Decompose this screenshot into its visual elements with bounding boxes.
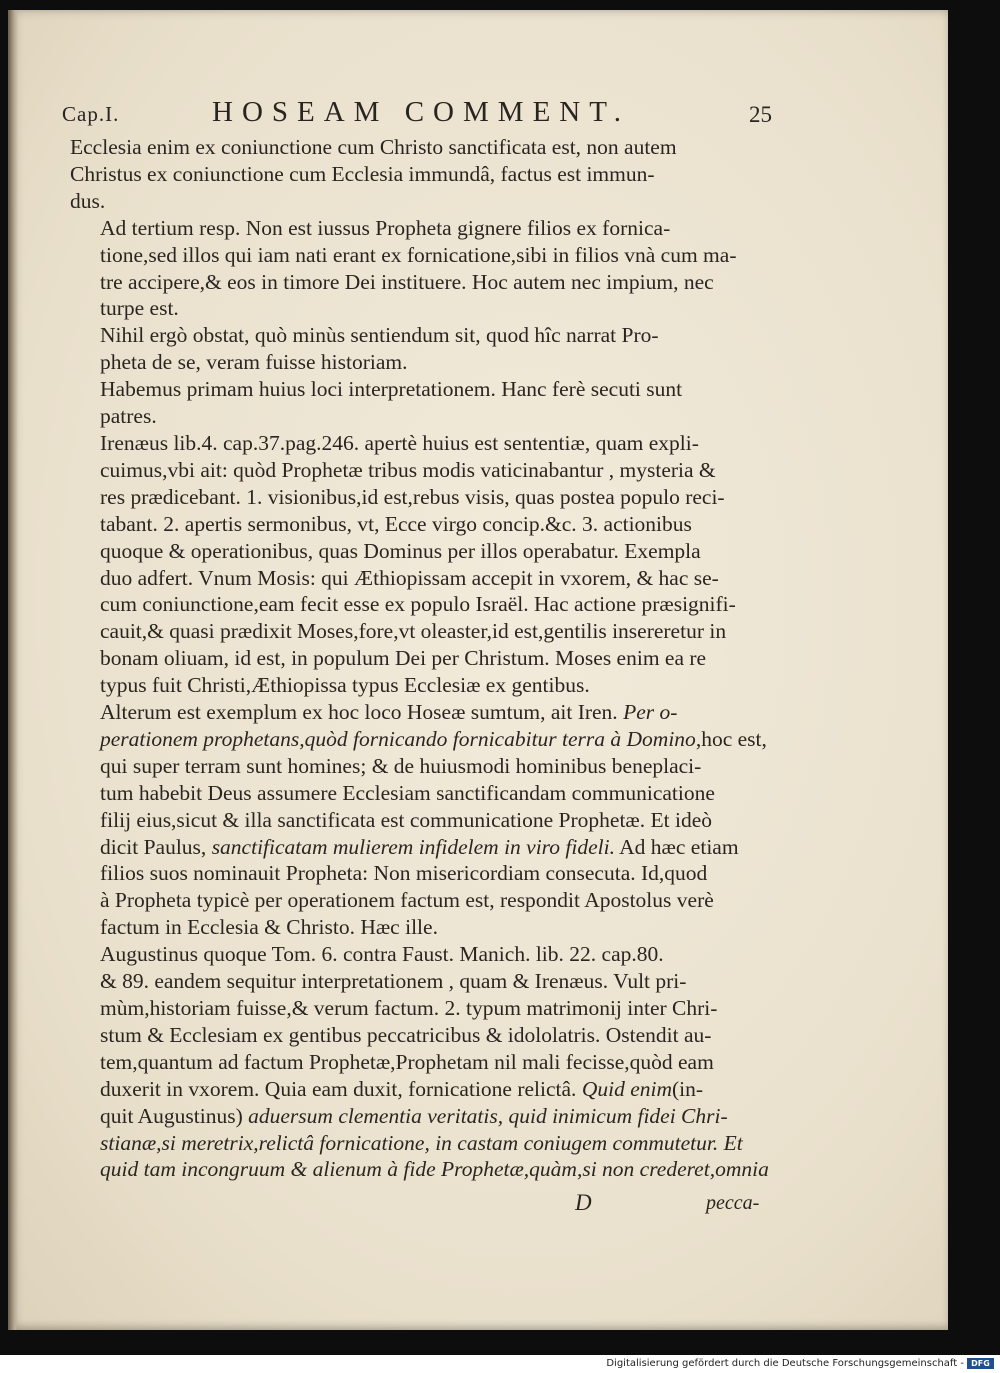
text-line: tione,sed illos qui iam nati erant ex fornicatione,sibi in filios vnà cum ma- <box>100 242 737 267</box>
paragraph <box>70 430 768 699</box>
text-line: quoque & operationibus, quas Dominus per illos operabatur. Exempla <box>100 538 701 563</box>
footer-credit: Digitalisierung gefördert durch die Deutsche Forschungsgemeinschaft - <box>606 1358 964 1369</box>
running-title: HOSEAM COMMENT. <box>212 96 631 128</box>
text-line <box>70 726 768 753</box>
text-line: Irenæus lib.4. cap.37.pag.246. apertè huius est sententiæ, quam expli- <box>100 430 699 455</box>
text-line: Augustinus quoque Tom. 6. contra Faust. Manich. lib. 22. cap.80. <box>100 942 664 967</box>
text-line: stianæ,si meretrix,relictâ fornicatione, in castam coniugem commutetur. Et <box>100 1130 743 1155</box>
italic-quote: Per o- <box>623 700 678 725</box>
page-binding-edge <box>8 10 18 1330</box>
text-run: (in- <box>671 1076 704 1101</box>
text-line: Ecclesia enim ex coniunctione cum Christo sanctificata est, non autem <box>70 135 677 159</box>
text-run: quit Augustinus) <box>100 1103 249 1128</box>
paragraph-irenaeus-example <box>70 699 768 941</box>
text-line: pheta de se, veram fuisse historiam. <box>100 350 408 375</box>
text-run: duxerit in vxorem. Quia eam duxit, fornicatione relictâ. <box>100 1076 582 1101</box>
text-line: typus fuit Christi,Æthiopissa typus Ecclesiæ ex gentibus. <box>100 673 590 698</box>
text-line: à Propheta typicè per operationem factum est, respondit Apostolus verè <box>100 888 714 913</box>
paragraph-group <box>70 134 768 699</box>
text-line: filios suos nominauit Propheta: Non misericordiam consecuta. Id,quod <box>100 861 708 886</box>
signature-mark: D <box>575 1190 592 1215</box>
text-line: filij eius,sicut & illa sanctificata est communicatione Prophetæ. Et ideò <box>100 807 713 832</box>
text-line: & 89. eandem sequitur interpretationem , quam & Irenæus. Vult pri- <box>100 969 687 994</box>
text-line <box>70 1103 768 1130</box>
text-line: Nihil ergò obstat, quò minùs sentiendum sit, quod hîc narrat Pro- <box>100 323 659 348</box>
running-header <box>62 96 772 136</box>
italic-quote: perationem prophetans,quòd fornicando fornicabitur terra à Domino <box>100 726 696 751</box>
dfg-logo-icon: DFG <box>967 1358 994 1369</box>
text-line: patres. <box>100 404 157 429</box>
text-line: dus. <box>70 188 106 213</box>
text-line <box>70 699 768 726</box>
paragraph <box>70 322 768 376</box>
italic-quote: aduersum clementia veritatis, quid inimicum fidei Chri- <box>248 1103 728 1128</box>
text-line: res prædicebant. 1. visionibus,id est,rebus visis, quas postea populo reci- <box>100 484 725 509</box>
text-line: tre accipere,& eos in timore Dei instituere. Hoc autem nec impium, nec <box>100 269 714 294</box>
paragraph <box>70 134 768 215</box>
text-line: qui super terram sunt homines; & de huiusmodi hominibus beneplaci- <box>100 753 702 778</box>
text-run: ,hoc est, <box>695 726 767 751</box>
page-body-text <box>70 134 768 1183</box>
text-line: cum coniunctione,eam fecit esse ex populo Israël. Hac actione præsignifi- <box>100 592 736 617</box>
text-line: cuimus,vbi ait: quòd Prophetæ tribus modis vaticinabantur , mysteria & <box>100 457 716 482</box>
text-line: turpe est. <box>100 296 179 321</box>
text-line: bonam oliuam, id est, in populum Dei per Christum. Moses enim ea re <box>100 646 707 671</box>
paragraph <box>70 376 768 430</box>
text-line: factum in Ecclesia & Christo. Hæc ille. <box>100 915 438 940</box>
paragraph <box>70 215 768 323</box>
catchword: pecca- <box>706 1192 760 1214</box>
text-line: tem,quantum ad factum Prophetæ,Prophetam nil mali fecisse,quòd eam <box>100 1049 714 1074</box>
text-run: Ad hæc etiam <box>614 834 739 859</box>
text-run: Alterum est exemplum ex hoc loco Hoseæ sumtum, ait Iren. <box>100 700 624 725</box>
text-line: tabant. 2. apertis sermonibus, vt, Ecce virgo concip.&c. 3. actionibus <box>100 511 692 536</box>
text-line <box>70 834 768 861</box>
text-line: duo adfert. Vnum Mosis: qui Æthiopissam accepit in vxorem, & hac se- <box>100 565 719 590</box>
text-line: stum & Ecclesiam ex gentibus peccatricibus & idololatris. Ostendit au- <box>100 1022 712 1047</box>
text-line: Habemus primam huius loci interpretationem. Hanc ferè secuti sunt <box>100 377 683 402</box>
italic-quote: sanctificatam mulierem infidelem in viro fideli. <box>211 834 615 859</box>
text-line <box>70 1076 768 1103</box>
text-line: cauit,& quasi prædixit Moses,fore,vt oleaster,id est,gentilis insereretur in <box>100 619 727 644</box>
text-line: Ad tertium resp. Non est iussus Propheta gignere filios ex fornica- <box>100 215 671 240</box>
chapter-label: Cap.I. <box>62 102 120 126</box>
text-line: mùm,historiam fuisse,& verum factum. 2. typum matrimonij inter Chri- <box>100 996 718 1020</box>
italic-quote: Quid enim <box>581 1076 672 1101</box>
text-line: tum habebit Deus assumere Ecclesiam sanctificandam communicatione <box>100 780 715 805</box>
text-line: quid tam incongruum & alienum à fide Prophetæ,quàm,si non crederet,omnia <box>100 1157 769 1182</box>
paragraph-augustine <box>70 941 768 1183</box>
text-line: Christus ex coniunctione cum Ecclesia immundâ, factus est immun- <box>70 161 655 186</box>
text-run: dicit Paulus, <box>100 834 212 859</box>
page-number: 25 <box>749 102 772 127</box>
